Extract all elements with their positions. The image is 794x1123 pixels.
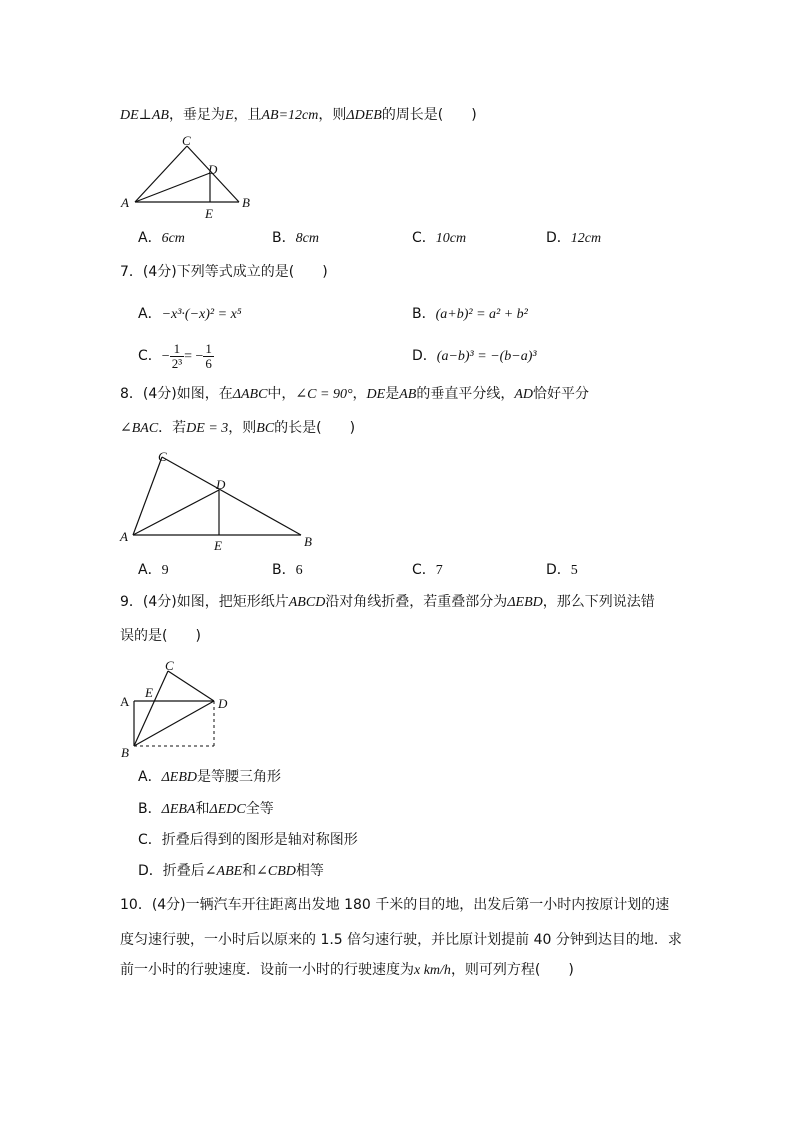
q9-figure [115,657,240,760]
q6-label-e: E [205,206,213,221]
q8-label-d: D [216,477,226,492]
q7-number: 7．(4分) [120,264,177,280]
q8-stem-line1: 8．(4分)如图，在ΔABC中，∠C = 90°，DE是AB的垂直平分线，AD恰好平分 [120,386,589,402]
q9-label-b: B [121,745,129,760]
q9-number: 9．(4分) [120,594,177,610]
q8-option-a[interactable]: A．9 [138,562,169,578]
q6-label-d: D [208,162,218,177]
q9-label-d: D [218,696,228,711]
q6-edge-ad [135,173,210,202]
q8-option-b[interactable]: B．6 [272,562,303,578]
q8-edge-ad [133,490,219,535]
q7-option-b[interactable]: B．(a+b)² = a² + b² [412,306,528,322]
q9-edge-bd-diagonal [134,701,214,746]
q7-option-a[interactable]: A．−x³·(−x)² = x⁵ [138,306,242,322]
q8-edge-ac [133,457,162,535]
q10-stem-line3: 前一小时的行驶速度．设前一小时的行驶速度为x km/h，则可列方程( ) [120,962,574,978]
q7-stem: 7．(4分)下列等式成立的是( ) [120,264,328,280]
q8-number: 8．(4分) [120,386,177,402]
q8-label-b: B [304,534,312,549]
q9-option-d[interactable]: D．折叠后∠ABE和∠CBD相等 [138,863,324,879]
q8-option-c[interactable]: C．7 [412,562,443,578]
q7-c-fraction-right: $\frac{1}{6}$ [205,340,212,371]
q7-option-c[interactable]: C．− $\frac{1}{\text{2³}}$ = − $\frac{1}{6}$ [138,340,212,371]
q6-math-perp: DE⊥AB [120,108,169,123]
q6-label-a: A [121,195,129,210]
q6-math-triangle: ΔDEB [346,108,382,123]
q8-option-d[interactable]: D．5 [546,562,578,578]
q9-stem-line1: 9．(4分)如图，把矩形纸片ABCD沿对角线折叠，若重叠部分为ΔEBD，那么下列说法错 [120,594,655,610]
q9-edge-cd-folded [168,671,214,701]
q8-edge-cb [162,457,301,535]
q9-label-a: A [120,694,130,709]
q10-stem-line1: 10．(4分)一辆汽车开往距离出发地 180 千米的目的地，出发后第一小时内按原计划的速 [120,897,670,913]
q7-c-fraction-left: $\frac{1}{\text{2³}}$ [171,340,183,371]
q10-number: 10．(4分) [120,897,186,913]
q6-option-a[interactable]: A．6cm [138,230,185,246]
q6-stem-tail: DE⊥AB，垂足为E，且AB=12cm，则ΔDEB的周长是( ) [120,107,477,123]
q6-label-b: B [242,195,250,210]
q6-option-b[interactable]: B．8cm [272,230,319,246]
q9-option-a[interactable]: A．ΔEBD是等腰三角形 [138,769,282,785]
q8-label-a: A [120,529,128,544]
q8-figure [115,448,325,554]
q6-option-d[interactable]: D．12cm [546,230,602,246]
q9-label-e: E [145,685,153,700]
q9-stem-line2: 误的是( ) [120,628,201,644]
q6-option-c[interactable]: C．10cm [412,230,467,246]
q8-label-c: C [158,449,167,464]
q6-figure [115,136,265,222]
q8-label-e: E [214,538,222,553]
q9-option-c[interactable]: C．折叠后得到的图形是轴对称图形 [138,832,358,848]
q6-math-ab-length: AB=12cm [261,108,319,123]
q9-label-c: C [165,658,174,673]
q9-option-b[interactable]: B．ΔEBA和ΔEDC全等 [138,801,274,817]
q8-stem-line2: ∠BAC．若DE = 3，则BC的长是( ) [120,420,356,436]
q6-label-c: C [182,136,191,148]
q6-edge-ac [135,146,187,202]
q9-edge-bc-folded [134,671,168,746]
q10-stem-line2: 度匀速行驶，一小时后以原来的 1.5 倍匀速行驶，并比原计划提前 40 分钟到达目的地．求 [120,932,682,948]
q7-option-d[interactable]: D．(a−b)³ = −(b−a)³ [412,348,537,364]
